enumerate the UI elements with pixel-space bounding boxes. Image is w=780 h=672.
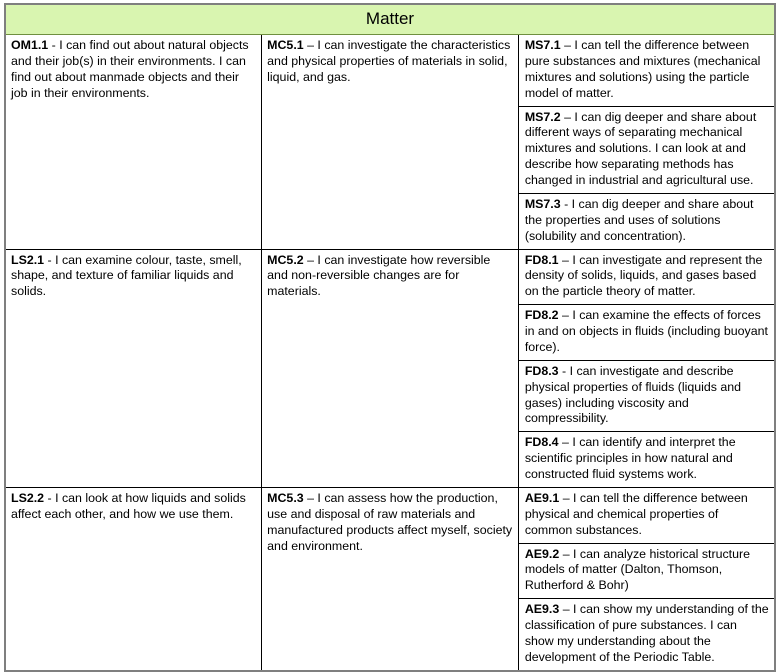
outcome-sub-row: [519, 305, 774, 361]
outcome-entry: [519, 543, 774, 599]
outcome-code: MC5.2: [267, 252, 304, 267]
page-title: Matter: [5, 4, 775, 35]
outcome-entry: [262, 488, 518, 559]
cell-row3-col2: [262, 487, 519, 670]
outcome-entry: [519, 360, 774, 432]
cell-row2-col1: [5, 249, 262, 487]
cell-row3-col1: [5, 487, 262, 670]
cell-row1-col1: [5, 35, 262, 250]
outcome-code: OM1.1: [11, 38, 49, 52]
outcome-sub-table: [519, 488, 774, 670]
outcome-code: AE9.3: [524, 602, 560, 617]
outcome-sub-table: [519, 35, 774, 249]
outcome-code: MC5.3: [267, 490, 304, 505]
outcome-text: – I can tell the difference between pure substances and mixtures (mechanical mixtures and solutions) using the particle model of matter.: [524, 38, 761, 100]
outcome-sub-row: [519, 35, 774, 106]
outcome-stack-row3-col3: [519, 488, 774, 670]
outcome-text: - I can look at how liquids and solids affect each other, and how we use them.: [11, 490, 246, 521]
outcome-entry: [519, 488, 774, 543]
outcome-stack-row1-col1: [6, 35, 261, 106]
outcome-entry: [519, 250, 774, 305]
outcome-entry: [262, 35, 518, 90]
outcome-text: – I can investigate the characteristics and physical properties of materials in solid, liquid, and gas.: [267, 38, 511, 84]
outcome-sub-row: [519, 106, 774, 193]
outcome-text: – I can tell the difference between physical and chemical properties of common substances.: [524, 490, 748, 537]
outcome-code: LS2.1: [11, 252, 45, 267]
outcome-text: – I can assess how the production, use and disposal of raw materials and manufactured products affect myself, society and environment.: [267, 490, 513, 553]
outcome-sub-row: [519, 488, 774, 543]
outcome-code: MS7.1: [524, 38, 561, 52]
outcome-entry: [6, 488, 261, 527]
outcome-text: – I can identify and interpret the scientific principles in how natural and constructed fluid systems work.: [524, 435, 736, 481]
outcome-code: FD8.1: [524, 252, 559, 267]
outcome-stack-row2-col1: [6, 250, 261, 305]
table-row: [5, 35, 775, 250]
outcome-code: MS7.3: [524, 196, 561, 211]
outcome-sub-row: [519, 193, 774, 248]
outcome-stack-row1-col2: [262, 35, 518, 90]
outcome-text: – I can dig deeper and share about different ways of separating mechanical mixtures and solutions. I can look at and describe how separating methods has changed in industrial and agricultural use.: [524, 109, 757, 187]
outcome-code: AE9.2: [524, 546, 560, 561]
outcome-code: MS7.2: [524, 109, 561, 124]
outcome-sub-row: [519, 250, 774, 305]
outcome-code: LS2.2: [11, 490, 45, 505]
outcome-code: MC5.1: [267, 38, 304, 52]
outcome-entry: [519, 106, 774, 193]
outcome-sub-table: [519, 250, 774, 487]
outcome-code: FD8.4: [524, 435, 559, 450]
table-row: [5, 487, 775, 670]
cell-row1-col3: [518, 35, 775, 250]
outcome-code: FD8.2: [524, 308, 559, 323]
outcome-text: – I can investigate and represent the density of solids, liquids, and gases based on the particle theory of matter.: [524, 252, 763, 299]
outcome-text: – I can examine the effects of forces in and on objects in fluids (including buoyant force).: [524, 308, 768, 354]
outcome-sub-row: [519, 360, 774, 432]
cell-row2-col2: [262, 249, 519, 487]
outcome-entry: [519, 432, 774, 487]
outcome-stack-row1-col3: [519, 35, 774, 249]
outcome-entry: [519, 599, 774, 670]
outcome-entry: [6, 35, 261, 106]
cell-row1-col2: [262, 35, 519, 250]
cell-row2-col3: [518, 249, 775, 487]
outcome-stack-row3-col2: [262, 488, 518, 559]
outcome-stack-row2-col2: [262, 250, 518, 305]
outcome-entry: [519, 35, 774, 106]
outcome-text: - I can examine colour, taste, smell, shape, and texture of familiar liquids and solids.: [11, 252, 242, 299]
outcome-code: FD8.3: [524, 363, 559, 378]
table-header-row: [5, 4, 775, 35]
matter-outcomes-table: [4, 3, 776, 672]
outcome-entry: [519, 305, 774, 361]
outcome-code: AE9.1: [524, 490, 560, 505]
outcome-stack-row2-col3: [519, 250, 774, 487]
outcome-text: - I can investigate and describe physical properties of fluids (liquids and gases) including viscosity and compressibility.: [524, 363, 742, 426]
outcome-text: - I can dig deeper and share about the properties and uses of solutions (solubility and concentration).: [524, 196, 754, 243]
outcome-entry: [519, 193, 774, 248]
outcome-text: – I can analyze historical structure models of matter (Dalton, Thomson, Rutherford & Bohr): [524, 546, 751, 593]
outcome-sub-row: [519, 432, 774, 487]
outcome-stack-row3-col1: [6, 488, 261, 527]
outcome-text: - I can find out about natural objects and their job(s) in their environments. I can find out about manmade objects and their job in their environments.: [11, 38, 249, 100]
cell-row3-col3: [518, 487, 775, 670]
outcome-sub-row: [519, 599, 774, 670]
outcome-text: – I can investigate how reversible and non-reversible changes are for materials.: [267, 252, 491, 299]
table-row: [5, 249, 775, 487]
outcome-text: – I can show my understanding of the classification of pure substances. I can show my understanding about the development of the Periodic Table.: [524, 602, 769, 664]
outcome-entry: [262, 250, 518, 305]
outcome-sub-row: [519, 543, 774, 599]
outcome-entry: [6, 250, 261, 305]
